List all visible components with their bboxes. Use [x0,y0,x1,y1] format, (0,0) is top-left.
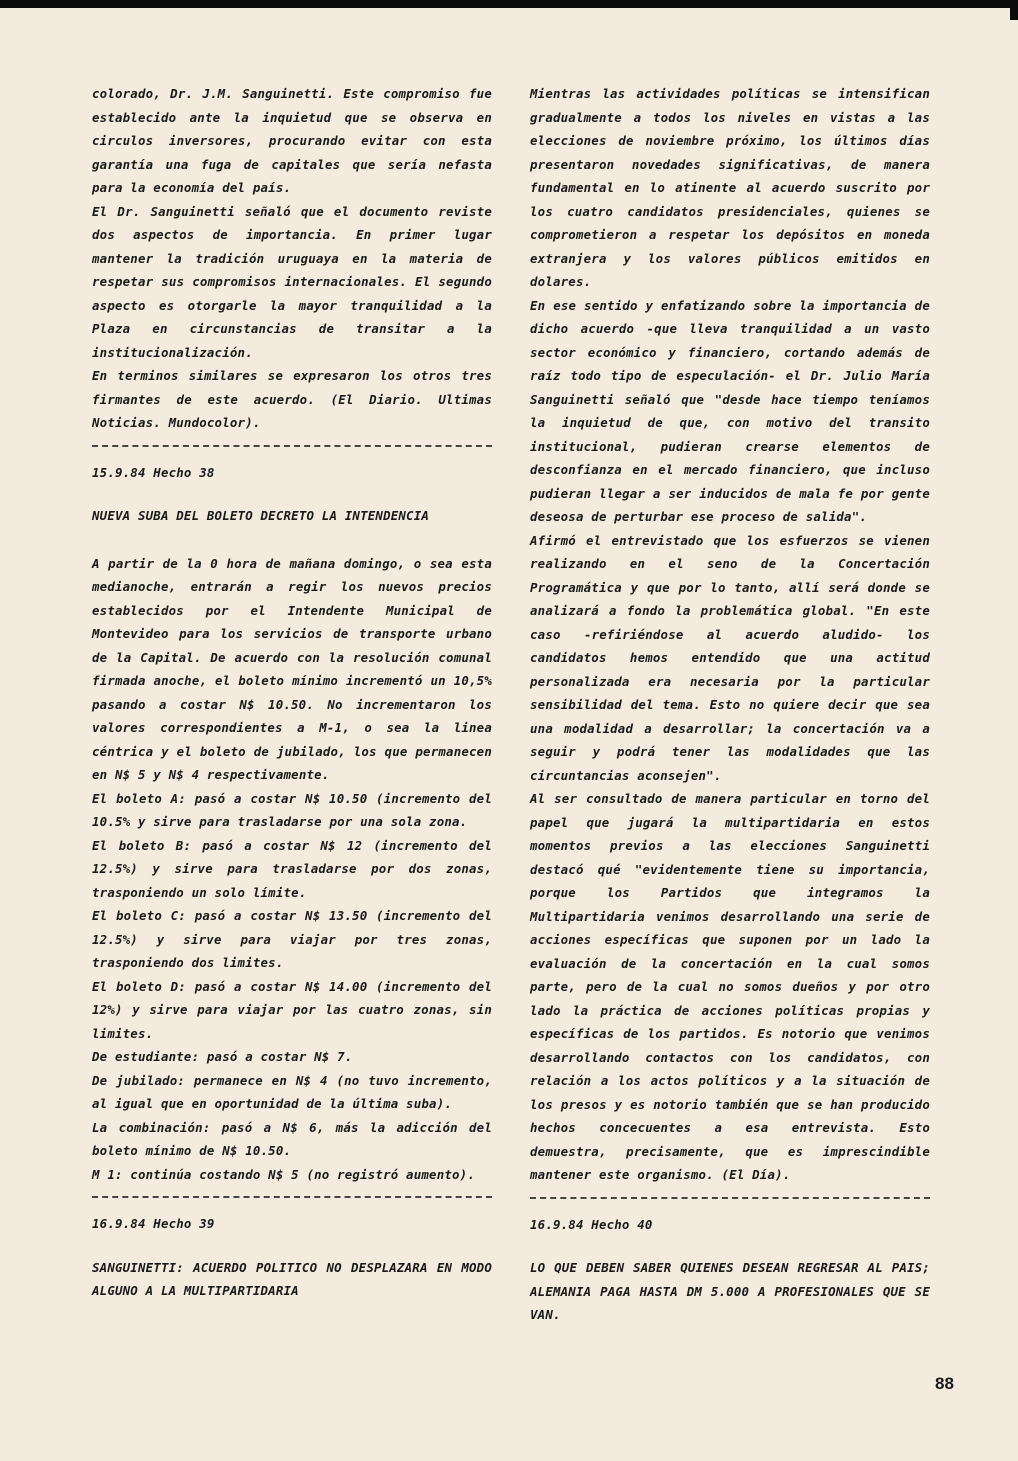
paragraph: El boleto D: pasó a costar N$ 14.00 (incremento del 12%) y sirve para viajar por las cuatro zonas, sin limites. [92,978,492,1041]
left-column [92,82,492,1327]
paragraph: El boleto B: pasó a costar N$ 12 (incremento del 12.5%) y sirve para trasladarse por dos zonas, trasponiendo un solo límite. [92,837,492,900]
entry-title-40: LO QUE DEBEN SABER QUIENES DESEAN REGRESAR AL PAIS; ALEMANIA PAGA HASTA DM 5.000 A PROFESIONALES QUE SE VAN. [530,1260,930,1322]
section-separator [530,1197,930,1199]
paragraph: M 1: continúa costando N$ 5 (no registró aumento). [92,1166,475,1182]
section-separator [92,445,492,447]
paragraph: Al ser consultado de manera particular en torno del papel que jugará la multipartidaria en estos momentos previos a las elecciones Sanguinetti destacó qué "evidentemente tiene su importancia, porque los Partidos que integramos la Multipartidaria venimos desarrollando una serie de acciones específicas que suponen por un lado la evaluación de la concertación en la cual somos parte, pero de la cual no somos dueños y por otro lado la práctica de acciones políticas propias y específicas de los partidos. Es notorio que venimos desarrollando contactos con los candidatos, con relación a los actos políticos y a la situación de los presos y es notorio también que se han producido hechos concecuentes a esa entrevista. Esto demuestra, precisamente, que es imprescindible mantener este organismo. (El Día). [530,791,930,1182]
page-number: 88 [935,1374,954,1393]
entry-title-38: NUEVA SUBA DEL BOLETO DECRETO LA INTENDENCIA [92,508,430,523]
entry-date-39: 16.9.84 Hecho 39 [92,1216,215,1231]
right-column [530,82,930,1351]
paragraph: colorado, Dr. J.M. Sanguinetti. Este compromiso fue establecido ante la inquietud que se observa en circulos inversores, procurando evitar con esta garantía una fuga de capitales que sería nefasta para la economía del país. [92,86,492,195]
scan-corner-mark [1010,0,1018,20]
scan-top-border [0,0,1018,8]
entry-date-38: 15.9.84 Hecho 38 [92,464,215,480]
section-separator [92,1196,492,1198]
paragraph: A partir de la 0 hora de mañana domingo, o sea esta medianoche, entrarán a regir los nuevos precios establecidos por el Intendente Municipal de Montevideo para los servicios de transporte urbano de la Capital. De acuerdo con la resolución comunal firmada anoche, el boleto mínimo incrementó un 10,5% pasando a costar N$ 10.50. No incrementaron los valores correspondientes a M-1, o sea la linea céntrica y el boleto de jubilado, los que permanecen en N$ 5 y N$ 4 respectivamente. [92,555,492,782]
paragraph: El boleto C: pasó a costar N$ 13.50 (incremento del 12.5%) y sirve para viajar por tres zonas, trasponiendo dos limites. [92,908,492,970]
paragraph: De jubilado: permanece en N$ 4 (no tuvo incremento, al igual que en oportunidad de la última suba). [92,1072,492,1111]
paragraph: Mientras las actividades políticas se intensifican gradualmente a todos los niveles en vistas a las elecciones de noviembre próximo, los últimos días presentaron novedades significativas, de manera fundamental en lo atinente al acuerdo suscrito por los cuatro candidatos presidenciales, quienes se comprometieron a respetar los depósitos en moneda extranjera y los valores públicos emitidos en dolares. [530,86,930,289]
paragraph: De estudiante: pasó a costar N$ 7. [92,1049,353,1064]
paragraph: La combinación: pasó a N$ 6, más la adicción del boleto mínimo de N$ 10.50. [92,1119,492,1158]
paragraph: En ese sentido y enfatizando sobre la importancia de dicho acuerdo -que lleva tranquilidad a un vasto sector económico y financiero, cortando además de raíz todo tipo de especulación- el Dr. Julio María Sanguinetti señaló que "desde hace tiempo teníamos la inquietud de que, con motivo del transito institucional, pudieran crearse elementos de desconfianza en el mercado financiero, que incluso pudieran llegar a ser inducidos de mala fe por gente deseosa de perturbar ese proceso de salida". [530,297,930,524]
entry-title-39: SANGUINETTI: ACUERDO POLITICO NO DESPLAZARA EN MODO ALGUNO A LA MULTIPARTIDARIA [92,1259,492,1298]
paragraph: Afirmó el entrevistado que los esfuerzos se vienen realizando en el seno de la Concertación Programática y que por lo tanto, allí será donde se analizará a fondo la problemática global. "En este caso -refiriéndose al acuerdo aludido- los candidatos hemos entendido que una actitud personalizada era necesaria por la particular sensibilidad del tema. Esto no quiere decir que sea una modalidad a desarrollar; la concertación va a seguir y podrá tener las modalidades que las circuntancias aconsejen". [530,532,930,783]
entry-date-40: 16.9.84 Hecho 40 [530,1216,653,1232]
paragraph: En terminos similares se expresaron los otros tres firmantes de este acuerdo. (El Diario. Ultimas Noticias. Mundocolor). [92,368,492,430]
paragraph: El boleto A: pasó a costar N$ 10.50 (incremento del 10.5% y sirve para trasladarse por una sola zona. [92,790,492,829]
paragraph: El Dr. Sanguinetti señaló que el documento reviste dos aspectos de importancia. En primer lugar mantener la tradición uruguaya en la materia de respetar sus compromisos internacionales. El segundo aspecto es otorgarle la mayor tranquilidad a la Plaza en circunstancias de transitar a la institucionalización. [92,203,492,360]
